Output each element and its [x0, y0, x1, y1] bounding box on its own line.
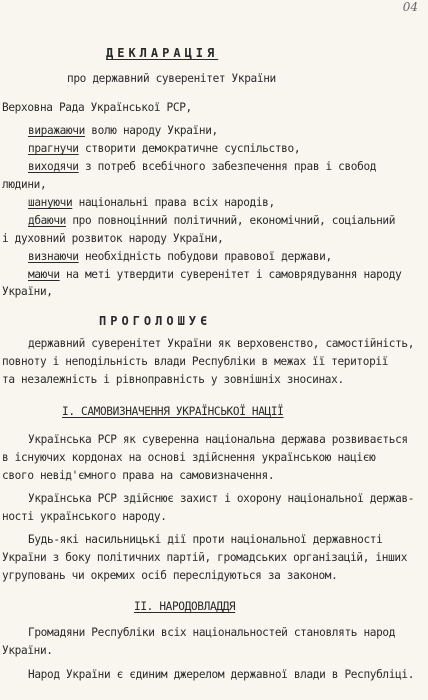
proclaims-text-line: повноту і неподільність влади Республіки в межах її території	[2, 355, 389, 368]
document-title: ДЕКЛАРАЦІЯ	[106, 46, 219, 60]
document-subtitle: про державний суверенітет України	[67, 72, 276, 85]
preamble-clause: шануючи національні права всіх народів,	[28, 196, 275, 209]
proclaims-text-line: та незалежність і рівноправність у зовнішніх зносинах.	[2, 373, 344, 386]
section-heading: ІІ. НАРОДОВЛАДДЯ	[134, 600, 236, 613]
preamble-clause: прагнучи створити демократичне суспільство,	[28, 142, 301, 155]
section-paragraph-line: України з боку політичних партій, громадських організацій, інших	[2, 551, 408, 564]
proclaims-text-line: державний суверенітет України як верховенство, самостійність,	[28, 337, 415, 350]
preamble-clause-continuation: і духовний розвиток народу України,	[2, 232, 224, 245]
preamble-clause-continuation: людини,	[2, 178, 47, 191]
preamble-clause: визнаючи необхідність побудови правової держави,	[28, 250, 332, 263]
section-paragraph-line: Українська РСР як суверенна національна держава розвивається	[28, 433, 408, 446]
page-number: 04	[402, 0, 418, 14]
section-paragraph-line: Будь-які насильницькі дії проти національної державності	[28, 533, 383, 546]
preamble-clause: виходячи з потреб всебічного забезпечення прав і свобод	[28, 160, 377, 173]
section-paragraph-line: в існуючих кордонах на основі здійснення українською нацією	[2, 451, 376, 464]
section-paragraph-line: свого невід'ємного права на самовизначення.	[2, 469, 275, 482]
section-paragraph-line: України.	[2, 644, 53, 657]
section-paragraph-line: угруповань чи окремих осіб переслідуються за законом.	[2, 569, 338, 582]
preamble-clause: виражаючи волю народу України,	[28, 124, 218, 137]
section-paragraph-line: ності українського народу.	[2, 510, 167, 523]
section-paragraph-line: Народ України є єдиним джерелом державної влади в Республіці.	[28, 668, 415, 681]
section-paragraph-line: Українська РСР здійснює захист і охорону національної держав-	[28, 492, 415, 505]
preamble-clause: дбаючи про повноцінний політичний, економічний, соціальний	[28, 214, 396, 227]
preamble-clause: маючи на меті утвердити суверенітет і самоврядування народу	[28, 268, 402, 281]
preamble-addressee: Верховна Рада Української РСР,	[2, 101, 192, 114]
section-paragraph-line: Громадяни Республіки всіх національностей становлять народ	[28, 626, 396, 639]
preamble-clause-continuation: України,	[2, 285, 53, 298]
section-heading: І. САМОВИЗНАЧЕННЯ УКРАЇНСЬКОЇ НАЦІЇ	[62, 405, 284, 418]
proclaims-heading: ПРОГОЛОШУЄ	[99, 314, 212, 328]
